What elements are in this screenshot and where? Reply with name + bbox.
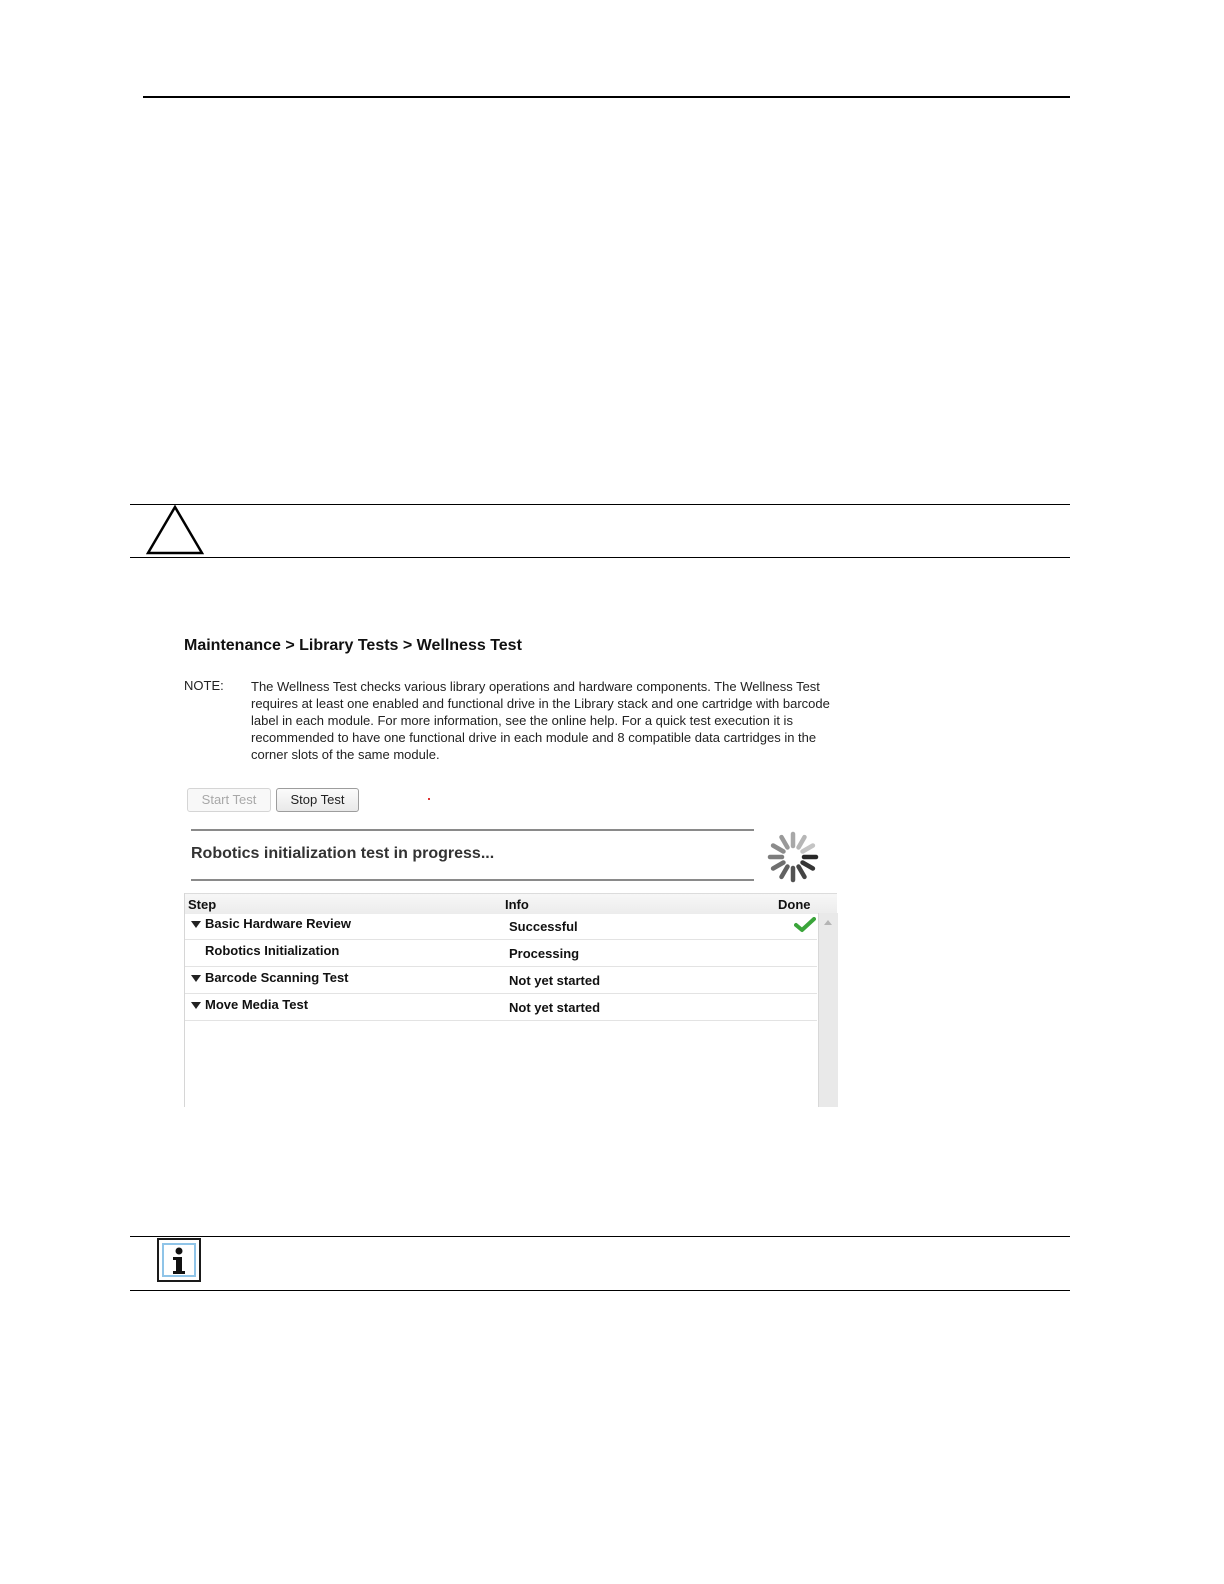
progress-panel xyxy=(191,829,754,881)
table-header xyxy=(185,893,837,914)
table-scrollbar[interactable] xyxy=(818,913,838,1107)
note-callout xyxy=(130,1236,1070,1291)
step-info: Successful xyxy=(509,919,578,934)
warning-triangle-icon xyxy=(146,505,204,555)
spinner-spoke xyxy=(803,846,813,852)
note-label: NOTE: xyxy=(184,678,224,693)
loading-spinner-icon xyxy=(767,831,819,883)
breadcrumb: Maintenance > Library Tests > Wellness Test xyxy=(184,637,522,654)
step-info: Processing xyxy=(509,946,580,961)
step-info: Not yet started xyxy=(509,973,601,988)
progress-status-text: Robotics initialization test in progress... xyxy=(191,845,495,862)
stop-test-button[interactable]: Stop Test xyxy=(276,788,359,812)
column-header-step[interactable]: Step xyxy=(188,897,217,912)
wellness-test-table xyxy=(184,893,837,1107)
scroll-up-arrow-icon[interactable] xyxy=(824,920,832,925)
note-text: The Wellness Test checks various library operations and hardware components. The Wellness Test requires at least one enabled and functional drive in the Library stack and one cartridge with barcode label in each module. For more information, see the online help. For a quick test execution it is recommended to have one functional drive in each module and 8 compatible data cartridges in the corner slots of the same module. xyxy=(251,679,830,762)
triangle-down-icon[interactable] xyxy=(191,975,201,982)
table-row[interactable] xyxy=(185,967,817,994)
table-row[interactable] xyxy=(185,994,817,1021)
spinner-spoke xyxy=(782,837,788,847)
column-header-info[interactable]: Info xyxy=(505,897,529,912)
caution-callout xyxy=(130,504,1070,558)
checkmark-icon xyxy=(794,917,816,933)
step-name: Robotics Initialization xyxy=(205,943,340,958)
triangle-down-icon[interactable] xyxy=(191,1002,201,1009)
spinner-spoke xyxy=(799,867,805,877)
info-icon xyxy=(157,1238,201,1282)
spinner-spoke xyxy=(803,863,813,869)
step-info: Not yet started xyxy=(509,1000,601,1015)
triangle-down-icon[interactable] xyxy=(191,921,201,928)
start-test-button[interactable]: Start Test xyxy=(187,788,271,812)
spinner-spoke xyxy=(773,846,783,852)
wellness-test-screenshot xyxy=(184,632,839,1107)
step-name: Barcode Scanning Test xyxy=(205,970,349,985)
table-row[interactable] xyxy=(185,913,817,940)
column-header-done[interactable]: Done xyxy=(778,897,811,912)
step-name: Move Media Test xyxy=(205,997,309,1012)
table-body xyxy=(185,913,817,1107)
step-name: Basic Hardware Review xyxy=(205,916,351,931)
table-row[interactable] xyxy=(185,940,817,967)
spinner-spoke xyxy=(799,837,805,847)
marker-dot xyxy=(428,798,430,800)
spinner-spoke xyxy=(782,867,788,877)
spinner-spoke xyxy=(773,863,783,869)
header-rule xyxy=(143,96,1070,98)
